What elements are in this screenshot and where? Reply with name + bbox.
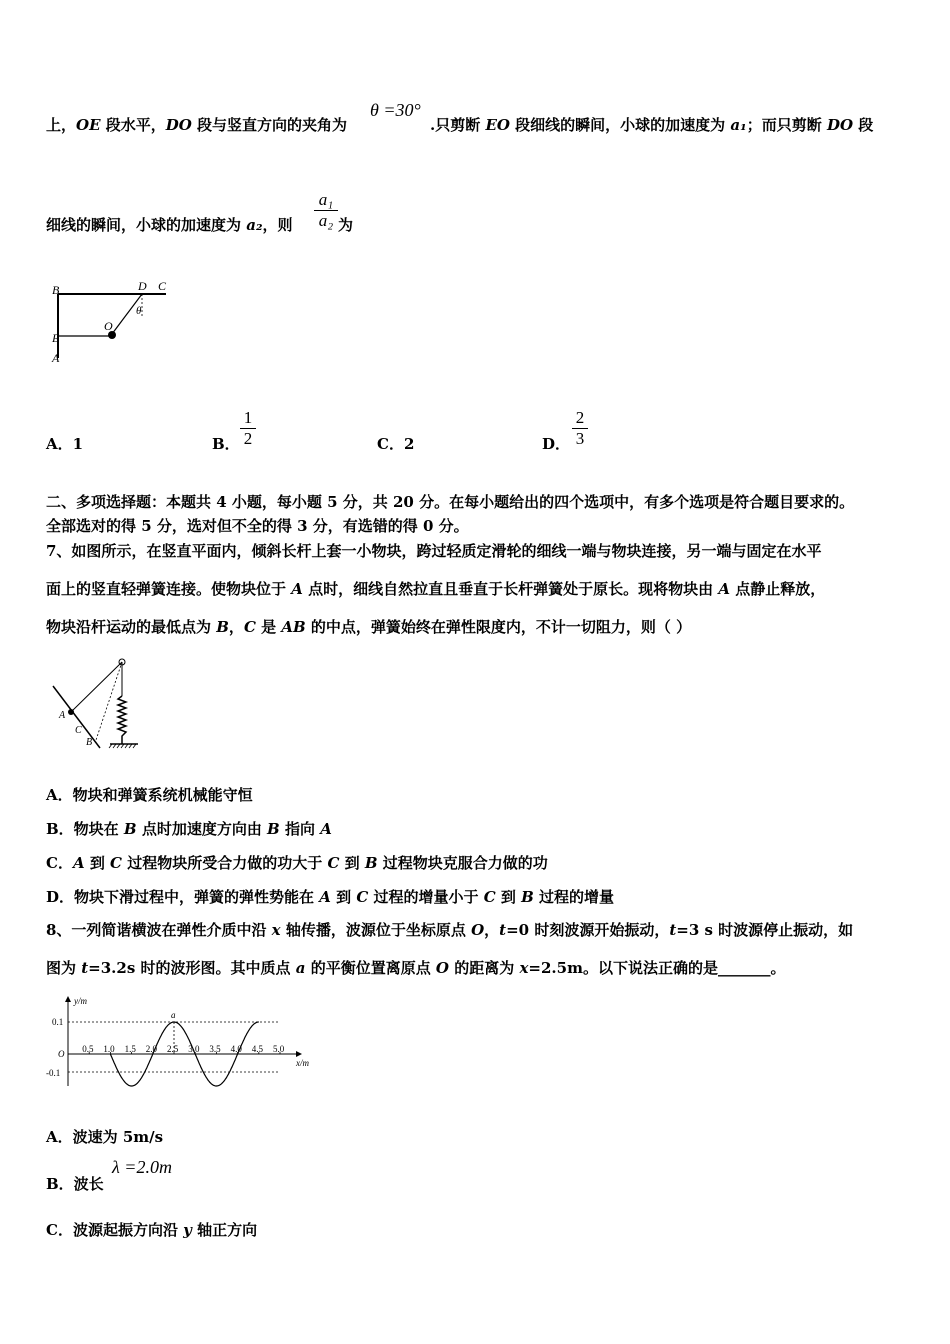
var-a: A	[718, 580, 730, 598]
x-tick-label: 5.0	[273, 1044, 285, 1054]
text: 到	[495, 888, 522, 906]
y-axis-label: y/m	[74, 996, 87, 1006]
x-tick-label: 2.5	[167, 1044, 179, 1054]
label-c: C	[75, 725, 82, 736]
text: 的平衡位置离原点	[305, 959, 436, 977]
x-tick-labels	[82, 1044, 285, 1054]
var: x	[271, 921, 281, 939]
text: 的中点，弹簧始终在弹性限度内，不计一切阻力，则（ ）	[305, 618, 692, 636]
x-tick-label: 3.0	[188, 1044, 200, 1054]
text: =0 时刻波源开始振动，	[506, 921, 670, 939]
text: 过程物块克服合力做的功	[377, 854, 548, 872]
label-a: A	[59, 710, 66, 721]
q6-line-2	[46, 215, 293, 235]
var: C	[327, 854, 340, 872]
text: D．物块下滑过程中，弹簧的弹性势能在	[46, 888, 320, 906]
text: 细线的瞬间，小球的加速度为	[46, 216, 247, 234]
q8-option-b[interactable]: B．波长	[46, 1175, 104, 1193]
var-oe: OE	[76, 116, 101, 134]
q8-line-2	[46, 958, 785, 978]
q6-option-c[interactable]: C．2	[377, 435, 415, 453]
var: O	[435, 959, 449, 977]
text: 到	[339, 854, 365, 872]
x-tick-label: 2.0	[145, 1044, 158, 1054]
string-to-block	[71, 662, 122, 712]
var-c: C	[243, 618, 256, 636]
x-tick-label: 4.5	[251, 1044, 264, 1054]
text: 段水平，	[100, 116, 166, 134]
q7-figure	[50, 656, 150, 751]
spring	[118, 696, 126, 744]
var-a1: a₁	[730, 116, 747, 134]
text: C．波源起振方向沿	[46, 1221, 184, 1239]
q6-option-a[interactable]: A．1	[46, 435, 84, 453]
wavelength-expression: λ =2.0m	[112, 1157, 172, 1177]
q6-option-b-fraction	[240, 408, 256, 449]
q6-figure	[48, 278, 188, 368]
var: A	[319, 888, 331, 906]
q6-line-2b	[338, 215, 353, 235]
fraction-numerator: 1	[243, 408, 253, 427]
text: .只剪断	[430, 116, 486, 134]
q6-line-1	[46, 115, 347, 135]
var: t	[81, 959, 89, 977]
text: 的距离为	[449, 959, 520, 977]
section2-line-1: 二、多项选择题：本题共 4 小题，每小题 5 分，共 20 分。在每小题给出的四个选项中，有多个选项是符合题目要求的。	[46, 493, 855, 511]
text: ，	[228, 618, 244, 636]
q8-option-a[interactable]: A．波速为 5m/s	[46, 1128, 164, 1146]
fraction-denominator: a₂	[318, 211, 334, 230]
var: C	[356, 888, 369, 906]
y-axis-arrow	[65, 996, 71, 1002]
var: x	[519, 959, 529, 977]
text: ；而只剪断	[746, 116, 827, 134]
var: C	[483, 888, 496, 906]
label-c: C	[158, 279, 167, 293]
x-axis-label: x/m	[296, 1058, 309, 1068]
text: 过程物块所受合力做的功大于	[122, 854, 328, 872]
text: 到	[330, 888, 357, 906]
text: 面上的竖直轻弹簧连接。使物块位于	[46, 580, 292, 598]
text: 点时加速度方向由	[136, 820, 268, 838]
q6-option-d[interactable]	[542, 433, 570, 454]
theta-expression: θ =30°	[370, 100, 421, 120]
var-b: B	[216, 618, 229, 636]
x-tick-label: 0.5	[82, 1044, 94, 1054]
var: a	[295, 959, 306, 977]
q7-option-c[interactable]	[46, 852, 548, 873]
var: A	[72, 854, 85, 872]
text: 8、一列简谐横波在弹性介质中沿	[46, 921, 272, 939]
text: 段与竖直方向的夹角为	[191, 116, 348, 134]
q7-option-b[interactable]	[46, 818, 332, 839]
var: A	[320, 820, 332, 838]
text: =3 s 时波源停止振动，如	[676, 921, 854, 939]
var-a2: a₂	[246, 216, 263, 234]
text: 过程的增量小于	[368, 888, 484, 906]
q6-option-b[interactable]	[212, 433, 240, 454]
text: 指向	[279, 820, 321, 838]
text: 轴正方向	[191, 1221, 258, 1239]
label-a: A	[52, 351, 60, 365]
var: t	[499, 921, 507, 939]
var: y	[183, 1221, 192, 1239]
text: =2.5m。以下说法正确的是_______。	[528, 959, 786, 977]
x-tick-label: 4.0	[230, 1044, 242, 1054]
var-eo: EO	[485, 116, 510, 134]
text: C．	[46, 854, 73, 872]
label-d: D	[138, 279, 147, 293]
block	[68, 709, 74, 715]
var: O	[471, 921, 485, 939]
origin-label: O	[58, 1049, 65, 1059]
var-ab: AB	[281, 618, 306, 636]
y-top-label: 0.1	[52, 1017, 64, 1027]
ratio-fraction	[314, 190, 338, 231]
label-e: E	[52, 331, 60, 345]
var: B	[123, 820, 137, 838]
var: C	[110, 854, 122, 872]
fraction-denominator: 2	[243, 429, 253, 448]
label-b: B	[52, 283, 60, 297]
text: 上，	[46, 116, 77, 134]
var: B	[521, 888, 534, 906]
label-theta: θ	[136, 305, 142, 317]
text: 轴传播，波源位于坐标原点	[280, 921, 472, 939]
text: 为	[338, 216, 354, 234]
fraction-numerator: a₁	[318, 190, 334, 209]
text: 物块沿杆运动的最低点为	[46, 618, 217, 636]
q7-option-a[interactable]: A．物块和弹簧系统机械能守恒	[46, 786, 253, 804]
text: 点时，细线自然拉直且垂直于长杆弹簧处于原长。现将物块由	[302, 580, 719, 598]
option-label: D．	[542, 435, 571, 453]
x-tick-label: 1.5	[124, 1044, 136, 1054]
text: 图为	[46, 959, 82, 977]
q7-line-3	[46, 617, 691, 637]
section2-line-2: 全部选对的得 5 分，选对但不全的得 3 分，有选错的得 0 分。	[46, 517, 469, 535]
text: ，则	[262, 216, 293, 234]
q8-wave-graph	[44, 994, 319, 1092]
q7-option-d[interactable]	[46, 886, 614, 907]
var: B	[267, 820, 280, 838]
text: 是	[255, 618, 282, 636]
text: ，	[484, 921, 500, 939]
q8-option-c[interactable]	[46, 1219, 257, 1240]
x-tick-label: 3.5	[209, 1044, 221, 1054]
x-tick-label: 1.0	[103, 1044, 115, 1054]
q7-line-1: 7、如图所示，在竖直平面内，倾斜长杆上套一小物块，跨过轻质定滑轮的细线一端与物块连接，另一端与固定在水平	[46, 542, 822, 560]
text: 到	[84, 854, 111, 872]
option-label: B．	[212, 435, 240, 453]
var-do: DO	[826, 116, 854, 134]
text: 过程的增量	[533, 888, 615, 906]
text: 点静止释放，	[729, 580, 826, 598]
q6-line-1b	[430, 115, 873, 135]
var: B	[364, 854, 378, 872]
var: t	[669, 921, 677, 939]
x-axis-arrow	[296, 1051, 302, 1057]
label-b: B	[86, 737, 93, 748]
text: 段	[853, 116, 874, 134]
var-do: DO	[165, 116, 192, 134]
label-o: O	[104, 319, 113, 333]
var-a: A	[291, 580, 303, 598]
text: B．物块在	[46, 820, 124, 838]
text: =3.2s 时的波形图。其中质点	[88, 959, 296, 977]
fraction-denominator: 3	[575, 429, 585, 448]
q8-line-1	[46, 920, 853, 940]
text: 段细线的瞬间，小球的加速度为	[509, 116, 731, 134]
q7-line-2	[46, 579, 825, 599]
y-bottom-label: -0.1	[46, 1068, 61, 1078]
point-a-label: a	[171, 1010, 176, 1020]
fraction-numerator: 2	[575, 408, 585, 427]
q6-option-d-fraction	[572, 408, 588, 449]
